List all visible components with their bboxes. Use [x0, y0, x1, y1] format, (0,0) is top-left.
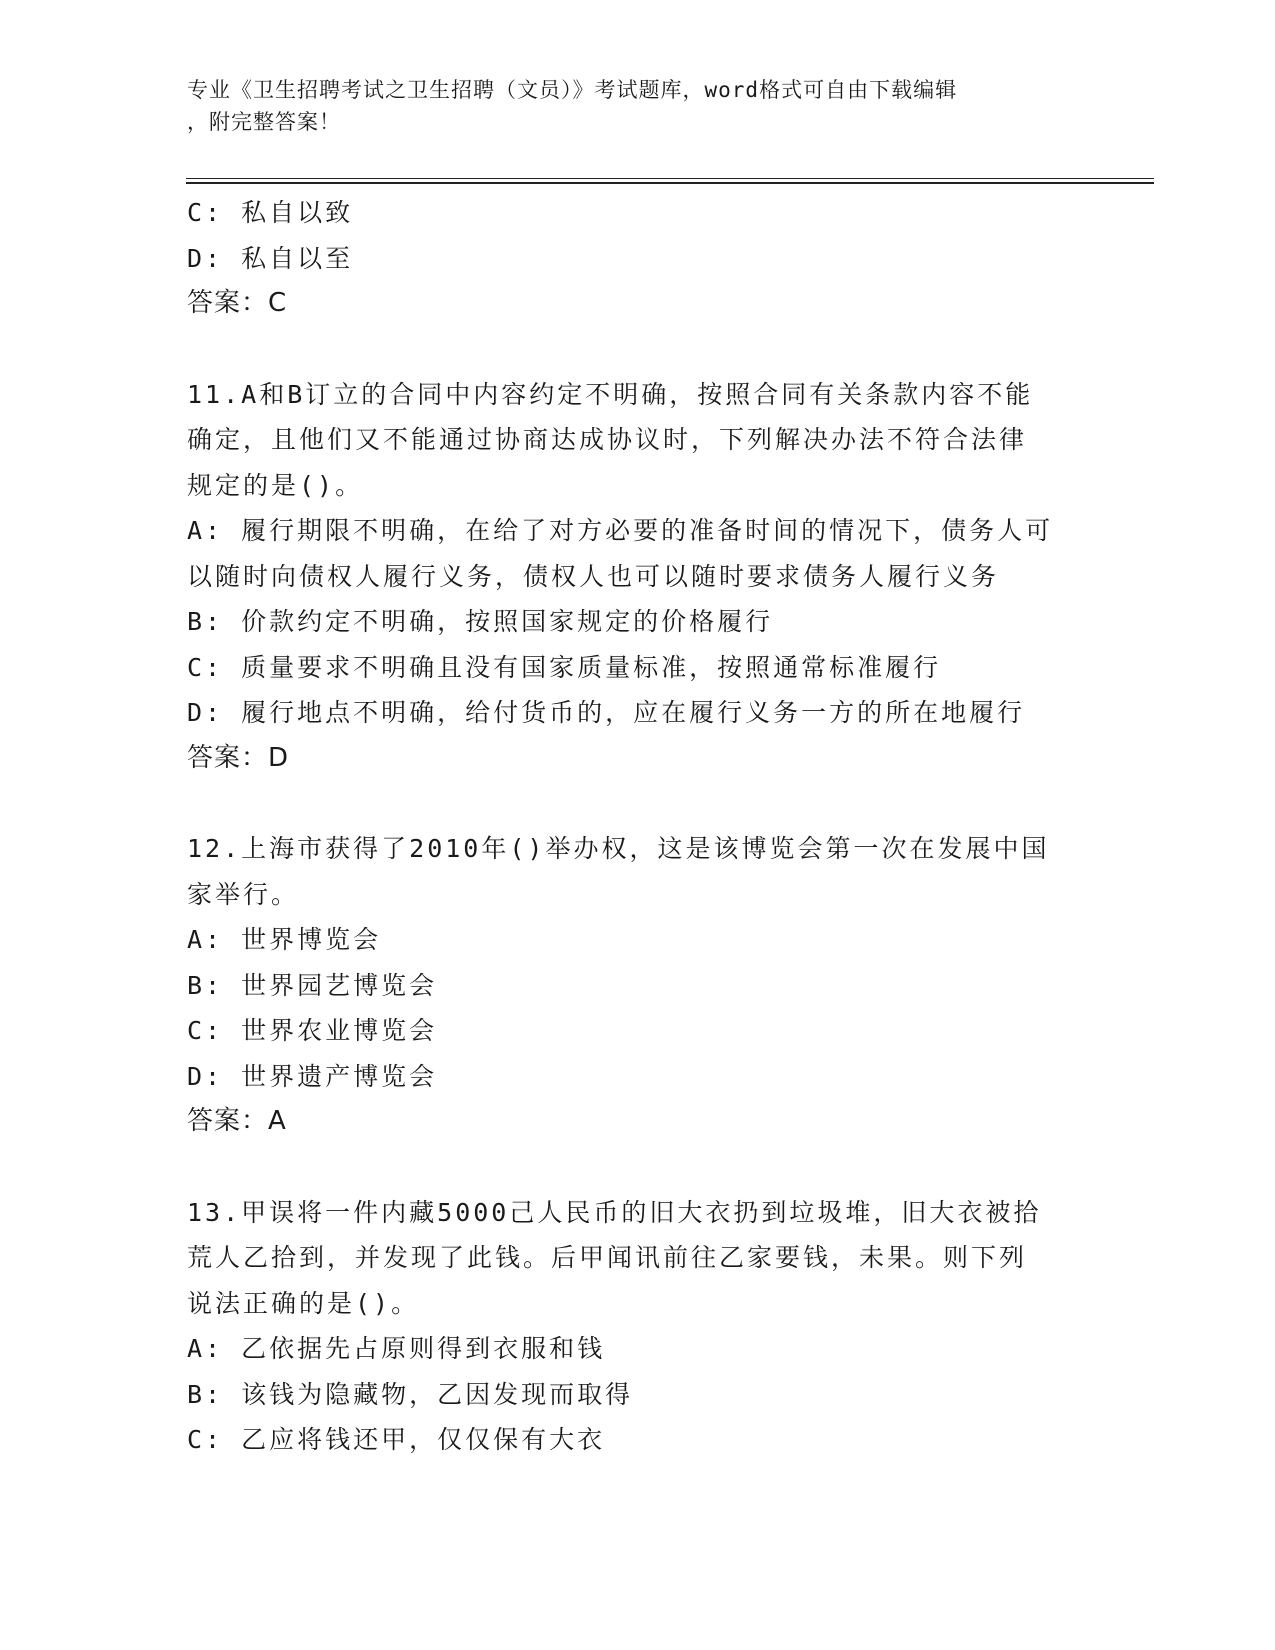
question-stem-line: 确定，且他们又不能通过协商达成协议时，下列解决办法不符合法律	[187, 425, 1028, 454]
question-stem-line: 说法正确的是()。	[187, 1288, 420, 1318]
option-c: C: 世界农业博览会	[187, 1016, 438, 1045]
option-b: B: 世界园艺博览会	[187, 970, 438, 1000]
spacer	[187, 1145, 1087, 1190]
question-10	[187, 190, 1087, 327]
option-b: B: 该钱为隐藏物，乙因发现而取得	[187, 1379, 634, 1409]
question-stem-line: 荒人乙拾到，并发现了此钱。后甲闻讯前往乙家要钱，未果。则下列	[187, 1243, 1028, 1272]
question-stem-line: 11.A和B订立的合同中内容约定不明确，按照合同有关条款内容不能	[187, 379, 1034, 409]
header-title-line: 专业《卫生招聘考试之卫生招聘（文员）》考试题库，word格式可自由下载编辑	[187, 78, 958, 102]
question-stem-line: 12.上海市获得了2010年()举办权，这是该博览会第一次在发展中国	[187, 834, 1050, 863]
question-12	[187, 826, 1087, 1145]
option-c: C: 质量要求不明确且没有国家质量标准，按照通常标准履行	[187, 652, 942, 682]
question-stem-line: 家举行。	[187, 879, 300, 909]
option-b: B: 价款约定不明确，按照国家规定的价格履行	[187, 607, 774, 636]
answer-label: 答案：C	[187, 288, 288, 318]
question-11	[187, 372, 1087, 782]
question-stem-line: 规定的是()。	[187, 470, 364, 500]
header-divider-thin	[186, 178, 1154, 179]
option-d: D: 世界遗产博览会	[187, 1061, 438, 1091]
question-list	[187, 190, 1087, 1463]
option-a: A: 世界博览会	[187, 925, 382, 954]
option-a: A: 乙依据先占原则得到衣服和钱	[187, 1334, 606, 1363]
answer-label: 答案：D	[187, 742, 290, 773]
answer-label: 答案：A	[187, 1106, 287, 1136]
option-a: A: 履行期限不明确，在给了对方必要的准备时间的情况下，债务人可	[187, 516, 1054, 545]
question-13	[187, 1190, 1087, 1463]
option-c: C: 私自以致	[187, 198, 354, 227]
question-stem-line: 13.甲误将一件内藏5000己人民币的旧大衣扔到垃圾堆，旧大衣被拾	[187, 1197, 1042, 1227]
spacer	[187, 781, 1087, 826]
option-d: D: 私自以至	[187, 243, 354, 273]
option-d: D: 履行地点不明确，给付货币的，应在履行义务一方的所在地履行	[187, 698, 1026, 727]
spacer	[187, 327, 1087, 372]
document-header	[187, 74, 1067, 138]
header-title-line-continued: ，附完整答案！	[187, 110, 341, 134]
option-c: C: 乙应将钱还甲，仅仅保有大衣	[187, 1425, 606, 1454]
header-divider-thick	[186, 182, 1154, 184]
option-a-continued: 以随时向债权人履行义务，债权人也可以随时要求债务人履行义务	[187, 561, 1000, 591]
